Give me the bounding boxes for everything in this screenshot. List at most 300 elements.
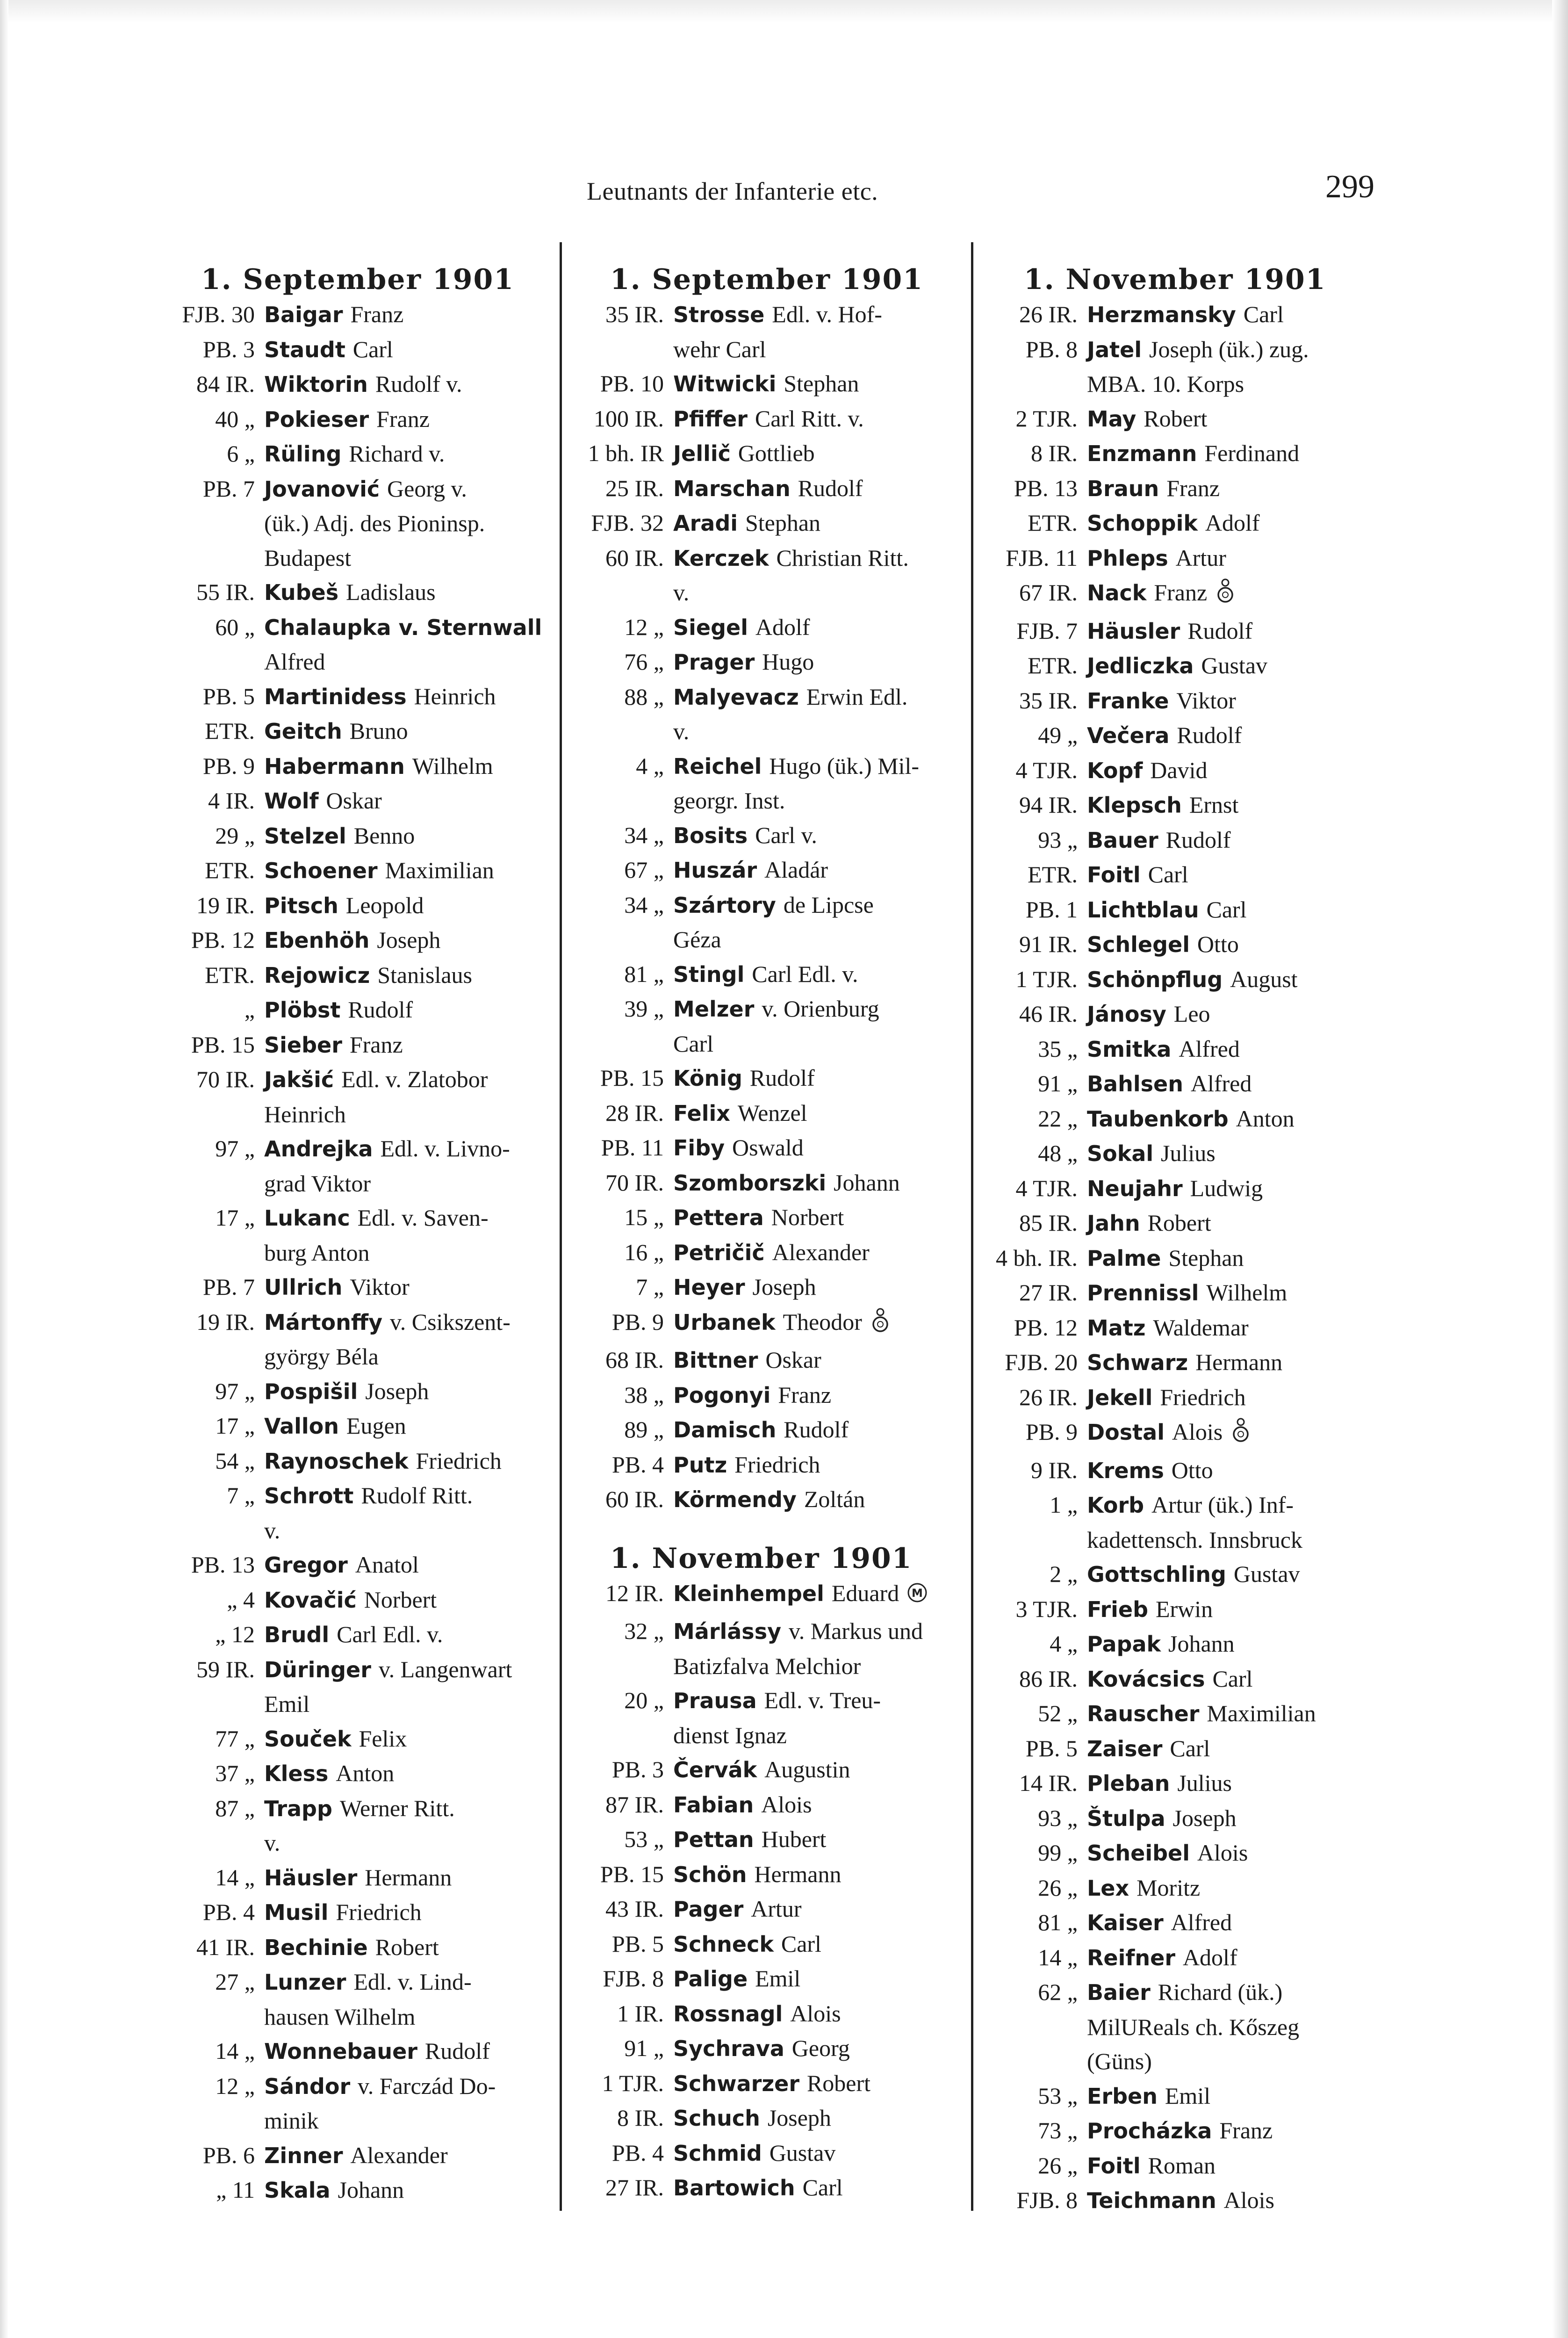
name-continuation: Budapest: [264, 544, 352, 571]
officer-name: [673, 1413, 965, 1448]
roster-entry: [568, 1235, 965, 1270]
given-name: Felix: [359, 1725, 407, 1752]
roster-entry: [982, 297, 1393, 332]
given-name: Artur (ük.) Inf-: [1151, 1492, 1294, 1518]
roster-entry: [159, 1270, 554, 1305]
given-name: v. Orienburg: [762, 996, 879, 1022]
unit-designation: PB. 7: [202, 1274, 255, 1300]
surname: Baigar: [264, 302, 343, 327]
unit-designation: 8 IR.: [617, 2105, 664, 2131]
surname: Brudl: [264, 1622, 330, 1647]
officer-name: [1087, 436, 1393, 471]
unit-designation: ETR.: [205, 857, 255, 883]
unit-designation: 60 „: [215, 613, 255, 640]
roster-entry: [568, 749, 965, 818]
given-name: Julius: [1161, 1140, 1216, 1166]
unit-designation: 37 „: [215, 1760, 255, 1786]
unit-designation: PB. 5: [1025, 1735, 1078, 1761]
surname: Marschan: [673, 476, 791, 501]
officer-name: [673, 1131, 965, 1166]
surname: Geitch: [264, 719, 342, 744]
given-name: Gustav: [769, 2139, 836, 2166]
given-name: Hermann: [754, 1861, 842, 1887]
unit-designation: 3 TJR.: [1015, 1595, 1078, 1622]
page-number: 299: [1325, 169, 1374, 205]
officer-name: [673, 1343, 965, 1378]
unit-designation: ETR.: [1028, 652, 1078, 678]
roster-entry: [982, 2079, 1393, 2114]
roster-entry: [568, 1343, 965, 1378]
given-name: Carl Edl. v.: [752, 960, 858, 987]
roster-entry: [982, 684, 1393, 719]
roster-entry: [159, 575, 554, 610]
surname: Häusler: [1087, 618, 1180, 644]
surname: Pleban: [1087, 1771, 1170, 1796]
unit-designation: 16 „: [624, 1239, 664, 1265]
roster-entry: [982, 1732, 1393, 1767]
surname: Bittner: [673, 1348, 758, 1373]
surname: Klepsch: [1087, 793, 1182, 818]
surname: Jahn: [1087, 1211, 1140, 1236]
roster-entry: [982, 614, 1393, 649]
roster-entry: [159, 1548, 554, 1583]
roster-entry: [568, 645, 965, 680]
unit-designation: 73 „: [1038, 2117, 1078, 2143]
officer-name: [673, 1448, 965, 1483]
roster-entry: [568, 1927, 965, 1962]
roster-entry: [568, 471, 965, 506]
roster-entry: [159, 1895, 554, 1930]
unit-designation: 27 „: [215, 1969, 255, 1995]
officer-name: [264, 958, 554, 993]
unit-designation: 14 „: [215, 2038, 255, 2064]
given-name: Benno: [353, 822, 415, 849]
surname: Bahlsen: [1087, 1071, 1183, 1097]
officer-name: [1087, 927, 1393, 962]
name-continuation: (Güns): [1087, 2048, 1152, 2074]
officer-name: [264, 1548, 554, 1583]
surname: Rossnagl: [673, 2001, 783, 2027]
officer-name: [1087, 1732, 1393, 1767]
unit-designation: 60 IR.: [605, 544, 664, 571]
unit-designation: 88 „: [624, 683, 664, 710]
unit-designation: 12 IR.: [605, 1580, 664, 1606]
surname: Rauscher: [1087, 1701, 1200, 1726]
unit-designation: 54 „: [215, 1447, 255, 1474]
surname: Pokieser: [264, 406, 369, 432]
unit-designation: 25 IR.: [605, 475, 664, 501]
unit-designation: „ 4: [227, 1586, 255, 1613]
officer-name: [1087, 1488, 1393, 1557]
given-name: Alfred: [1179, 1035, 1240, 1062]
officer-name: [1087, 1380, 1393, 1415]
roster-entry: [982, 1206, 1393, 1241]
surname: Jovanović: [264, 476, 380, 502]
surname: Prager: [673, 649, 755, 675]
unit-designation: PB. 13: [1014, 475, 1078, 501]
unit-designation: PB. 15: [600, 1861, 664, 1887]
name-continuation: dienst Ignaz: [673, 1722, 787, 1748]
officer-name: [264, 367, 554, 402]
surname: Bechinie: [264, 1934, 368, 1960]
given-name: Alois: [1172, 1419, 1223, 1445]
surname: Kleinhempel: [673, 1580, 824, 1606]
name-continuation: v.: [673, 718, 690, 744]
roster-entry: [159, 1062, 554, 1132]
surname: Červák: [673, 1757, 757, 1782]
surname: Baier: [1087, 1980, 1151, 2005]
name-continuation: v.: [264, 1830, 281, 1856]
given-name: Rudolf: [749, 1065, 815, 1091]
name-continuation: v.: [673, 579, 690, 606]
officer-name: [264, 1965, 554, 2034]
unit-designation: 2 „: [1050, 1561, 1078, 1587]
given-name: Friedrich: [1160, 1384, 1246, 1410]
unit-designation: PB. 8: [1025, 336, 1078, 362]
officer-name: [1087, 858, 1393, 893]
unit-designation: 43 IR.: [605, 1896, 664, 1922]
roster-entry: [568, 992, 965, 1061]
surname: Matz: [1087, 1315, 1146, 1341]
given-name: Emil: [755, 1965, 801, 1992]
name-continuation: grad Viktor: [264, 1170, 371, 1197]
roster-entry: [159, 610, 554, 679]
given-name: Richard v.: [349, 440, 445, 467]
officer-name: [673, 1270, 965, 1305]
roster-entry: [982, 649, 1393, 684]
surname: Foitl: [1087, 2153, 1141, 2179]
given-name: Rudolf: [784, 1416, 849, 1443]
surname: Schlegel: [1087, 932, 1190, 957]
surname: Damisch: [673, 1417, 777, 1443]
unit-designation: 14 „: [1038, 1944, 1078, 1970]
surname: Zinner: [264, 2143, 343, 2168]
surname: Enzmann: [1087, 441, 1197, 466]
surname: Putz: [673, 1452, 727, 1478]
given-name: Wilhelm: [1206, 1279, 1287, 1306]
officer-name: [264, 923, 554, 958]
unit-designation: 91 „: [1038, 1070, 1078, 1097]
officer-name: [264, 1930, 554, 1965]
roster-entry: [982, 1871, 1393, 1906]
m-circle-icon: [906, 1579, 928, 1615]
surname: Melzer: [673, 996, 755, 1022]
surname: Jekell: [1087, 1385, 1153, 1410]
roster-entry: [159, 1444, 554, 1479]
given-name: Franz: [1219, 2117, 1273, 2143]
roster-entry: [982, 753, 1393, 788]
unit-designation: 39 „: [624, 996, 664, 1022]
surname: Schwarz: [1087, 1350, 1188, 1375]
given-name: Joseph: [767, 2105, 831, 2131]
roster-entry: [159, 437, 554, 472]
unit-designation: 77 „: [215, 1725, 255, 1752]
surname: Habermann: [264, 753, 405, 779]
officer-name: [264, 437, 554, 472]
given-name: Friedrich: [734, 1451, 820, 1478]
officer-name: [1087, 1311, 1393, 1346]
given-name: Augustin: [764, 1756, 850, 1782]
roster-entry: [568, 506, 965, 541]
given-name: Robert: [806, 2070, 871, 2096]
given-name: Theodor: [783, 1308, 862, 1335]
officer-name: [264, 679, 554, 714]
surname: Schönpflug: [1087, 967, 1223, 992]
officer-name: [673, 1166, 965, 1201]
surname: Jellič: [673, 441, 731, 466]
surname: Urbanek: [673, 1309, 776, 1335]
roster-entry: [568, 402, 965, 437]
surname: Pospišil: [264, 1378, 358, 1404]
officer-name: [1087, 1453, 1393, 1488]
given-name: Stanislaus: [377, 961, 472, 988]
given-name: Carl Ritt. v.: [755, 405, 864, 432]
unit-designation: 4 IR.: [208, 787, 255, 814]
officer-name: [673, 1482, 965, 1517]
scan-edge-top: [0, 0, 1568, 22]
officer-name: [1087, 471, 1393, 506]
given-name: Zoltán: [804, 1486, 865, 1512]
surname: Jánosy: [1087, 1002, 1166, 1027]
unit-designation: ETR.: [1028, 510, 1078, 536]
given-name: Carl: [1170, 1735, 1210, 1761]
roster-entry: [159, 888, 554, 924]
officer-name: [673, 1378, 965, 1413]
roster-entry: [982, 2114, 1393, 2149]
surname: Lukanc: [264, 1205, 350, 1231]
given-name: Rudolf: [1177, 722, 1242, 748]
unit-designation: FJB. 7: [1016, 617, 1078, 644]
given-name: Alfred: [1171, 1909, 1232, 1935]
roster-entry: [982, 1453, 1393, 1488]
given-name: Carl Edl. v.: [337, 1621, 443, 1647]
roster-entry: [159, 2069, 554, 2138]
officer-name: [264, 853, 554, 888]
unit-designation: 97 „: [215, 1378, 255, 1404]
roster-entry: [568, 1822, 965, 1857]
unit-designation: 12 „: [215, 2072, 255, 2099]
roster-entry: [568, 1305, 965, 1343]
unit-designation: 1 TJR.: [1015, 966, 1078, 992]
officer-name: [673, 1753, 965, 1788]
name-continuation: burg Anton: [264, 1239, 370, 1266]
unit-designation: 12 „: [624, 613, 664, 640]
officer-name: [1087, 297, 1393, 332]
officer-name: [1087, 402, 1393, 437]
officer-name: [673, 610, 965, 645]
surname: Bosits: [673, 823, 748, 848]
officer-name: [264, 993, 554, 1028]
given-name: Norbert: [771, 1204, 844, 1230]
surname: Gregor: [264, 1552, 348, 1578]
roster-entry: [982, 332, 1393, 402]
unit-designation: 14 „: [215, 1864, 255, 1891]
surname: Reifner: [1087, 1945, 1176, 1970]
unit-designation: PB. 12: [1014, 1314, 1078, 1341]
roster-entry: [982, 1311, 1393, 1346]
given-name: Stephan: [745, 510, 821, 536]
unit-designation: ETR.: [205, 961, 255, 988]
unit-designation: „: [244, 996, 255, 1023]
given-name: Emil: [1165, 2082, 1211, 2109]
officer-name: [1087, 753, 1393, 788]
given-name: Ferdinand: [1204, 440, 1300, 466]
officer-name: [1087, 1032, 1393, 1067]
unit-designation: 8 IR.: [1031, 440, 1078, 466]
given-name: Oskar: [326, 787, 382, 814]
name-continuation: v.: [264, 1517, 281, 1544]
given-name: Gustav: [1233, 1561, 1300, 1587]
surname: Schmid: [673, 2140, 762, 2166]
unit-designation: PB. 4: [611, 1451, 664, 1478]
given-name: Alois: [1223, 2187, 1274, 2213]
surname: Kovačić: [264, 1587, 357, 1613]
given-name: Hubert: [761, 1826, 827, 1852]
surname: Jakšić: [264, 1067, 334, 1092]
given-name: Johann: [338, 2177, 404, 2203]
medal-icon: [1230, 1417, 1252, 1453]
scan-edge-right: [1552, 0, 1568, 2338]
roster-entry: [982, 471, 1393, 506]
given-name: Christian Ritt.: [776, 544, 909, 571]
roster-entry: [159, 923, 554, 958]
roster-entry: [982, 2149, 1393, 2184]
officer-name: [1087, 1801, 1393, 1836]
given-name: Gottlieb: [738, 440, 815, 466]
roster-entry: [159, 1028, 554, 1063]
given-name: Georg: [791, 2035, 850, 2061]
unit-designation: PB. 1: [1025, 896, 1078, 923]
officer-name: [673, 1061, 965, 1096]
surname: Siegel: [673, 614, 748, 640]
given-name: Rudolf Ritt.: [361, 1482, 473, 1508]
surname: Schuch: [673, 2106, 760, 2131]
unit-designation: 100 IR.: [594, 405, 664, 432]
surname: Huszár: [673, 858, 757, 883]
given-name: Franz: [1154, 579, 1208, 606]
surname: Wolf: [264, 788, 319, 814]
given-name: Edl. v. Livno-: [380, 1135, 510, 1162]
unit-designation: 89 „: [624, 1416, 664, 1443]
unit-designation: 35 „: [1038, 1035, 1078, 1062]
svg-text:M: M: [912, 1586, 923, 1600]
given-name: Alexander: [772, 1239, 870, 1265]
given-name: Stephan: [784, 370, 859, 397]
unit-designation: PB. 4: [611, 2139, 664, 2166]
unit-designation: 15 „: [624, 1204, 664, 1230]
officer-name: [264, 819, 554, 854]
surname: Palme: [1087, 1245, 1161, 1271]
surname: Sychrava: [673, 2036, 784, 2061]
surname: Jatel: [1087, 337, 1142, 362]
surname: Kovácsics: [1087, 1666, 1205, 1692]
roster-entry: [159, 1722, 554, 1757]
unit-designation: PB. 6: [202, 2142, 255, 2168]
given-name: Erwin: [1155, 1595, 1213, 1622]
officer-name: [673, 471, 965, 506]
officer-name: [673, 645, 965, 680]
surname: Štulpa: [1087, 1805, 1165, 1831]
surname: Schoener: [264, 858, 378, 883]
given-name: Erwin Edl.: [806, 683, 908, 710]
unit-designation: 81 „: [624, 960, 664, 987]
surname: Pager: [673, 1897, 744, 1922]
given-name: Carl: [1206, 896, 1247, 923]
surname: Kaiser: [1087, 1910, 1164, 1935]
given-name: Viktor: [350, 1274, 410, 1300]
name-continuation: kadettensch. Innsbruck: [1087, 1526, 1302, 1553]
unit-designation: PB. 10: [600, 370, 664, 397]
given-name: Richard (ük.): [1158, 1979, 1283, 2005]
surname: Strosse: [673, 302, 765, 327]
roster-entry: [159, 1583, 554, 1618]
name-continuation: Emil: [264, 1691, 310, 1717]
roster-entry: [159, 749, 554, 784]
list-column-2: [568, 262, 965, 2206]
roster-entry: [568, 2101, 965, 2136]
given-name: Roman: [1148, 2152, 1216, 2179]
surname: Gottschling: [1087, 1562, 1226, 1587]
surname: Prausa: [673, 1688, 757, 1713]
surname: Rüling: [264, 441, 342, 467]
name-continuation: wehr Carl: [673, 336, 766, 362]
given-name: Maximilian: [1207, 1700, 1316, 1726]
surname: Zaiser: [1087, 1736, 1163, 1761]
unit-designation: 53 „: [1038, 2082, 1078, 2109]
given-name: Ladislaus: [346, 579, 436, 605]
given-name: Alois: [790, 2000, 841, 2027]
unit-designation: FJB. 20: [1005, 1349, 1078, 1375]
unit-designation: PB. 5: [202, 683, 255, 709]
unit-designation: 35 IR.: [1019, 687, 1078, 714]
surname: Bauer: [1087, 827, 1158, 853]
unit-designation: 60 IR.: [605, 1486, 664, 1512]
roster-entry: [982, 1975, 1393, 2079]
surname: Heyer: [673, 1275, 745, 1300]
surname: Skala: [264, 2178, 331, 2203]
roster-entry: [568, 436, 965, 471]
unit-designation: 17 „: [215, 1205, 255, 1231]
roster-entry: [159, 819, 554, 854]
roster-entry: [982, 823, 1393, 858]
officer-name: [264, 1756, 554, 1791]
officer-name: [673, 1822, 965, 1857]
roster-entry: [568, 888, 965, 957]
officer-name: [673, 2171, 965, 2206]
officer-name: [673, 1235, 965, 1270]
unit-designation: ETR.: [1028, 861, 1078, 888]
officer-name: [264, 575, 554, 610]
surname: Lex: [1087, 1875, 1129, 1901]
column-divider: [971, 242, 973, 2211]
officer-name: [673, 402, 965, 437]
unit-designation: 93 „: [1038, 1804, 1078, 1831]
given-name: Oswald: [732, 1134, 804, 1161]
officer-name: [264, 1479, 554, 1548]
surname: Frieb: [1087, 1596, 1149, 1622]
roster-entry: [159, 297, 554, 332]
unit-designation: FJB. 11: [1006, 544, 1078, 571]
roster-entry: [982, 718, 1393, 753]
unit-designation: 91 „: [624, 2035, 664, 2061]
given-name: Aladár: [764, 857, 828, 883]
unit-designation: 87 IR.: [605, 1791, 664, 1818]
given-name: Maximilian: [385, 857, 494, 883]
unit-designation: 49 „: [1038, 722, 1078, 748]
officer-name: [1087, 1836, 1393, 1871]
roster-entry: [159, 367, 554, 402]
unit-designation: 32 „: [624, 1618, 664, 1644]
